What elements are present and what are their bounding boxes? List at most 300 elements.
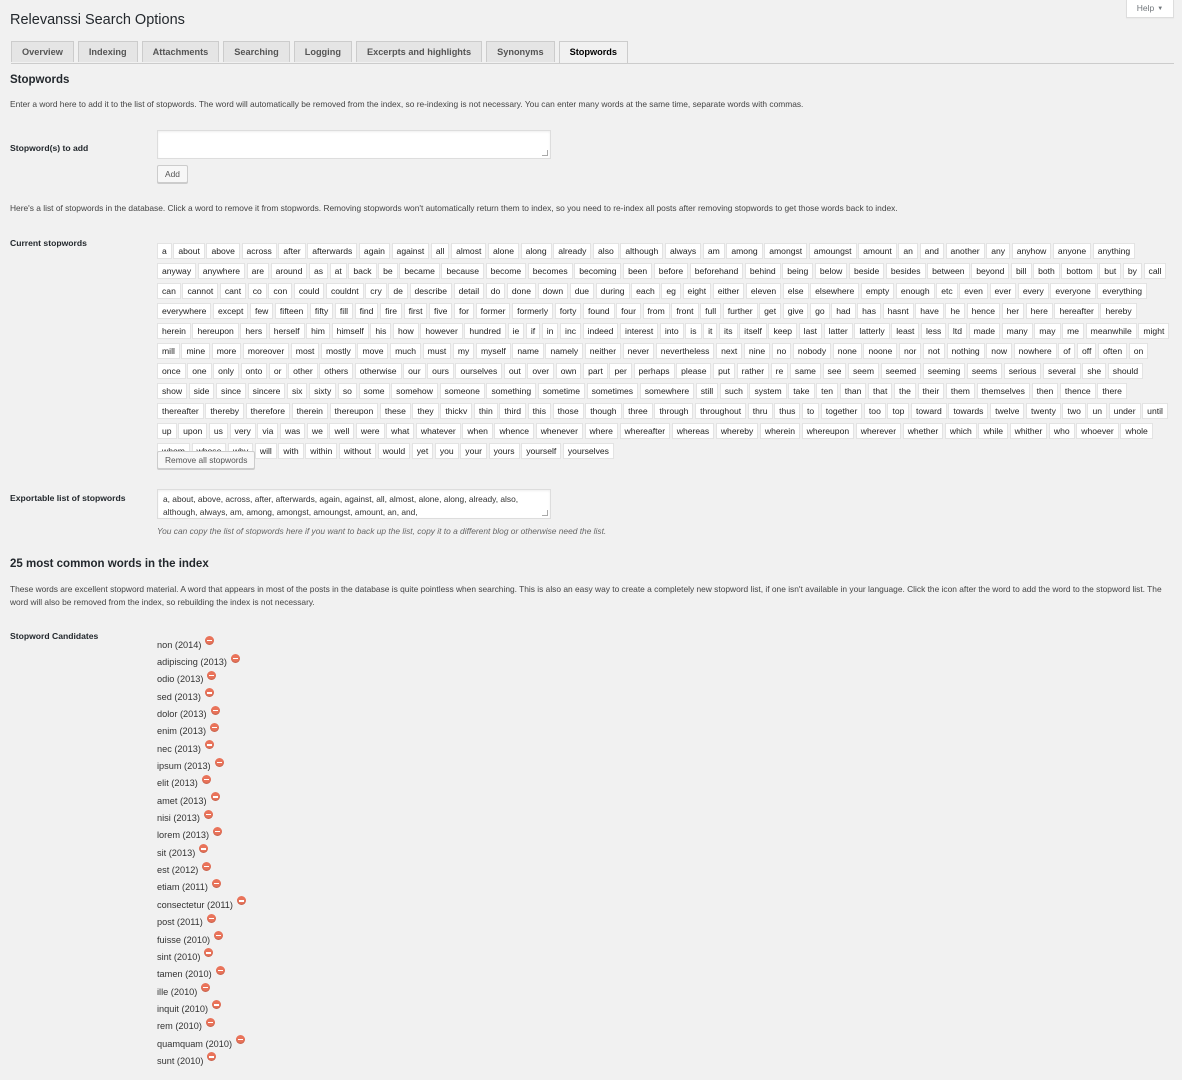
stopword-chip[interactable]: being <box>782 263 813 279</box>
stopword-chip[interactable]: mill <box>157 343 180 359</box>
stopword-chip[interactable]: not <box>923 343 945 359</box>
stopword-chip[interactable]: me <box>1062 323 1084 339</box>
stopword-chip[interactable]: move <box>357 343 388 359</box>
stopword-chip[interactable]: my <box>453 343 474 359</box>
stopword-chip[interactable]: side <box>189 383 215 399</box>
stopword-chip[interactable]: by <box>1123 263 1142 279</box>
stopword-chip[interactable]: also <box>593 243 619 259</box>
stopword-chip[interactable]: indeed <box>583 323 619 339</box>
stopword-chip[interactable]: out <box>504 363 526 379</box>
stopword-chip[interactable]: somehow <box>391 383 438 399</box>
stopword-chip[interactable]: a <box>157 243 172 259</box>
stopword-chip[interactable]: whole <box>1120 423 1152 439</box>
stopword-chip[interactable]: besides <box>886 263 926 279</box>
stopword-chip[interactable]: those <box>553 403 584 419</box>
add-to-stopwords-icon[interactable] <box>213 827 222 836</box>
stopword-chip[interactable]: con <box>268 283 292 299</box>
stopword-chip[interactable]: everywhere <box>157 303 211 319</box>
add-to-stopwords-icon[interactable] <box>205 688 214 697</box>
stopword-chip[interactable]: whereafter <box>620 423 671 439</box>
stopword-chip[interactable]: beforehand <box>690 263 744 279</box>
stopword-chip[interactable]: however <box>420 323 462 339</box>
stopword-chip[interactable]: up <box>157 423 177 439</box>
stopword-chip[interactable]: enough <box>896 283 935 299</box>
stopword-chip[interactable]: except <box>213 303 248 319</box>
stopword-chip[interactable]: third <box>499 403 526 419</box>
stopword-chip[interactable]: no <box>772 343 792 359</box>
stopword-chip[interactable]: one <box>187 363 211 379</box>
stopword-chip[interactable]: either <box>713 283 745 299</box>
stopword-chip[interactable]: their <box>918 383 945 399</box>
stopword-chip[interactable]: never <box>623 343 655 359</box>
stopword-chip[interactable]: against <box>392 243 430 259</box>
stopword-chip[interactable]: above <box>206 243 239 259</box>
stopword-chip[interactable]: perhaps <box>634 363 675 379</box>
tab-logging[interactable]: Logging <box>294 41 352 62</box>
stopword-chip[interactable]: otherwise <box>355 363 402 379</box>
stopword-chip[interactable]: until <box>1142 403 1168 419</box>
stopword-chip[interactable]: became <box>399 263 440 279</box>
stopword-chip[interactable]: itself <box>739 323 767 339</box>
stopword-chip[interactable]: sincere <box>248 383 286 399</box>
stopword-chip[interactable]: same <box>790 363 821 379</box>
stopword-chip[interactable]: many <box>1002 323 1033 339</box>
stopword-chip[interactable]: become <box>486 263 527 279</box>
stopword-chip[interactable]: per <box>609 363 631 379</box>
stopword-chip[interactable]: you <box>435 443 459 459</box>
stopword-chip[interactable]: into <box>660 323 684 339</box>
stopword-chip[interactable]: with <box>278 443 303 459</box>
stopword-chip[interactable]: there <box>1097 383 1127 399</box>
stopword-chip[interactable]: ours <box>427 363 454 379</box>
stopword-chip[interactable]: must <box>423 343 452 359</box>
stopword-chip[interactable]: now <box>986 343 1012 359</box>
stopword-chip[interactable]: what <box>386 423 414 439</box>
stopword-chip[interactable]: this <box>528 403 551 419</box>
stopword-chip[interactable]: our <box>403 363 425 379</box>
stopword-chip[interactable]: through <box>654 403 693 419</box>
stopword-chip[interactable]: myself <box>476 343 511 359</box>
stopword-chip[interactable]: thereby <box>205 403 244 419</box>
stopword-chip[interactable]: to <box>802 403 819 419</box>
stopword-chip[interactable]: can <box>157 283 181 299</box>
stopword-chip[interactable]: because <box>441 263 484 279</box>
stopword-chip[interactable]: beyond <box>971 263 1009 279</box>
stopword-chip[interactable]: ltd <box>948 323 967 339</box>
stopword-chip[interactable]: how <box>393 323 419 339</box>
stopword-chip[interactable]: sometime <box>538 383 585 399</box>
stopword-chip[interactable]: everyone <box>1050 283 1095 299</box>
stopword-chip[interactable]: behind <box>745 263 781 279</box>
stopword-chip[interactable]: again <box>359 243 390 259</box>
stopword-chip[interactable]: latterly <box>854 323 889 339</box>
stopword-chip[interactable]: nor <box>899 343 921 359</box>
stopword-chip[interactable]: as <box>309 263 328 279</box>
stopword-chip[interactable]: he <box>945 303 965 319</box>
stopword-chip[interactable]: nothing <box>947 343 985 359</box>
add-to-stopwords-icon[interactable] <box>215 758 224 767</box>
stopword-chip[interactable]: few <box>250 303 273 319</box>
stopword-chip[interactable]: etc <box>936 283 957 299</box>
stopword-chip[interactable]: below <box>815 263 847 279</box>
stopword-chip[interactable]: themselves <box>977 383 1030 399</box>
stopword-chip[interactable]: hereby <box>1100 303 1136 319</box>
stopword-chip[interactable]: less <box>921 323 946 339</box>
stopword-chip[interactable]: take <box>788 383 814 399</box>
stopword-chip[interactable]: keep <box>768 323 797 339</box>
stopword-chip[interactable]: hence <box>967 303 1000 319</box>
stopword-chip[interactable]: anywhere <box>198 263 245 279</box>
stopword-chip[interactable]: thence <box>1060 383 1096 399</box>
stopword-chip[interactable]: call <box>1144 263 1167 279</box>
stopword-chip[interactable]: part <box>583 363 608 379</box>
stopword-chip[interactable]: without <box>339 443 376 459</box>
stopword-chip[interactable]: five <box>429 303 452 319</box>
stopword-chip[interactable]: therefore <box>246 403 290 419</box>
stopword-chip[interactable]: fifteen <box>275 303 308 319</box>
stopword-chip[interactable]: around <box>271 263 308 279</box>
stopword-chip[interactable]: go <box>810 303 830 319</box>
stopword-chip[interactable]: first <box>404 303 428 319</box>
stopword-chip[interactable]: another <box>946 243 985 259</box>
stopword-chip[interactable]: show <box>157 383 187 399</box>
stopword-chip[interactable]: whatever <box>416 423 461 439</box>
stopword-chip[interactable]: seeming <box>923 363 965 379</box>
add-button[interactable]: Add <box>157 165 188 183</box>
stopword-chip[interactable]: thickv <box>440 403 472 419</box>
stopword-chip[interactable]: moreover <box>243 343 289 359</box>
stopword-chip[interactable]: mostly <box>321 343 356 359</box>
stopword-chip[interactable]: nine <box>744 343 770 359</box>
stopword-chip[interactable]: than <box>840 383 867 399</box>
stopword-chip[interactable]: when <box>462 423 493 439</box>
stopword-chip[interactable]: next <box>716 343 742 359</box>
stopword-chip[interactable]: formerly <box>512 303 553 319</box>
stopword-chip[interactable]: between <box>927 263 970 279</box>
stopword-chip[interactable]: him <box>306 323 330 339</box>
stopword-chip[interactable]: sixty <box>309 383 336 399</box>
stopword-chip[interactable]: every <box>1018 283 1049 299</box>
stopword-chip[interactable]: four <box>616 303 641 319</box>
stopword-chip[interactable]: most <box>291 343 320 359</box>
stopword-chip[interactable]: done <box>507 283 536 299</box>
stopword-chip[interactable]: his <box>370 323 391 339</box>
stopword-chip[interactable]: seemed <box>881 363 922 379</box>
stopword-chip[interactable]: hereafter <box>1054 303 1098 319</box>
stopword-chip[interactable]: down <box>538 283 569 299</box>
tab-attachments[interactable]: Attachments <box>142 41 220 62</box>
stopword-chip[interactable]: have <box>915 303 944 319</box>
stopword-chip[interactable]: in <box>542 323 559 339</box>
add-to-stopwords-icon[interactable] <box>207 671 216 680</box>
stopword-chip[interactable]: very <box>230 423 256 439</box>
stopword-chip[interactable]: get <box>759 303 781 319</box>
stopword-chip[interactable]: mine <box>181 343 210 359</box>
stopword-chip[interactable]: nevertheless <box>656 343 715 359</box>
stopword-chip[interactable]: them <box>946 383 975 399</box>
stopword-chip[interactable]: will <box>255 443 277 459</box>
stopword-chip[interactable]: fifty <box>310 303 333 319</box>
stopword-chip[interactable]: none <box>833 343 862 359</box>
stopword-chip[interactable]: thereafter <box>157 403 204 419</box>
stopword-chip[interactable]: were <box>356 423 385 439</box>
stopword-chip[interactable]: else <box>783 283 809 299</box>
stopword-chip[interactable]: since <box>216 383 246 399</box>
stopword-chip[interactable]: or <box>269 363 287 379</box>
stopword-chip[interactable]: three <box>623 403 653 419</box>
stopword-chip[interactable]: us <box>209 423 228 439</box>
stopword-chip[interactable]: onto <box>241 363 268 379</box>
stopword-chip[interactable]: himself <box>332 323 369 339</box>
stopword-chip[interactable]: throughout <box>695 403 746 419</box>
stopword-chip[interactable]: via <box>257 423 278 439</box>
stopword-chip[interactable]: own <box>556 363 582 379</box>
stopword-chip[interactable]: of <box>1058 343 1075 359</box>
stopword-chip[interactable]: often <box>1098 343 1127 359</box>
stopword-chip[interactable]: something <box>486 383 536 399</box>
stopword-chip[interactable]: both <box>1033 263 1060 279</box>
stopword-chip[interactable]: was <box>280 423 305 439</box>
stopword-chip[interactable]: name <box>512 343 544 359</box>
stopword-chip[interactable]: found <box>583 303 615 319</box>
stopword-chip[interactable]: yours <box>489 443 520 459</box>
stopword-chip[interactable]: give <box>783 303 809 319</box>
stopword-chip[interactable]: such <box>720 383 748 399</box>
stopword-chip[interactable]: been <box>623 263 652 279</box>
stopword-chip[interactable]: ourselves <box>455 363 502 379</box>
stopword-chip[interactable]: eleven <box>746 283 781 299</box>
stopword-chip[interactable]: your <box>460 443 487 459</box>
stopword-chip[interactable]: whither <box>1010 423 1048 439</box>
stopword-chip[interactable]: see <box>823 363 847 379</box>
add-to-stopwords-icon[interactable] <box>206 1018 215 1027</box>
stopword-chip[interactable]: be <box>378 263 398 279</box>
tab-overview[interactable]: Overview <box>11 41 74 62</box>
stopword-chip[interactable]: ever <box>990 283 1017 299</box>
remove-all-stopwords-button[interactable]: Remove all stopwords <box>157 451 255 469</box>
stopword-chip[interactable]: least <box>891 323 919 339</box>
stopword-chip[interactable]: meanwhile <box>1086 323 1137 339</box>
stopword-chip[interactable]: her <box>1002 303 1024 319</box>
stopword-chip[interactable]: re <box>771 363 789 379</box>
stopword-chip[interactable]: top <box>887 403 909 419</box>
stopword-chip[interactable]: eight <box>683 283 712 299</box>
stopword-chip[interactable]: off <box>1077 343 1096 359</box>
stopword-chip[interactable]: too <box>864 403 886 419</box>
stopword-chip[interactable]: although <box>620 243 663 259</box>
stopword-chip[interactable]: empty <box>861 283 894 299</box>
add-to-stopwords-icon[interactable] <box>199 844 208 853</box>
add-to-stopwords-icon[interactable] <box>237 896 246 905</box>
stopword-chip[interactable]: so <box>338 383 357 399</box>
stopword-chip[interactable]: somewhere <box>640 383 694 399</box>
stopword-chip[interactable]: front <box>671 303 698 319</box>
stopword-chip[interactable]: here <box>1026 303 1053 319</box>
stopword-chip[interactable]: nowhere <box>1014 343 1057 359</box>
stopword-chip[interactable]: even <box>959 283 988 299</box>
stopword-chip[interactable]: twenty <box>1026 403 1061 419</box>
stopword-chip[interactable]: un <box>1087 403 1107 419</box>
stopword-chip[interactable]: though <box>585 403 621 419</box>
stopword-chip[interactable]: yourself <box>521 443 561 459</box>
stopword-chip[interactable]: six <box>287 383 308 399</box>
stopword-chip[interactable]: could <box>294 283 325 299</box>
stopword-chip[interactable]: where <box>585 423 618 439</box>
add-to-stopwords-icon[interactable] <box>202 862 211 871</box>
tab-synonyms[interactable]: Synonyms <box>486 41 554 62</box>
stopword-chip[interactable]: whereupon <box>802 423 855 439</box>
stopword-chip[interactable]: among <box>726 243 762 259</box>
stopword-chip[interactable]: which <box>945 423 977 439</box>
stopword-chip[interactable]: an <box>898 243 918 259</box>
stopword-chip[interactable]: latter <box>824 323 853 339</box>
stopword-chip[interactable]: whereas <box>672 423 714 439</box>
stopword-chip[interactable]: amongst <box>764 243 807 259</box>
stopword-chip[interactable]: its <box>719 323 738 339</box>
stopword-chip[interactable]: forty <box>555 303 582 319</box>
stopword-chip[interactable]: within <box>305 443 337 459</box>
add-to-stopwords-icon[interactable] <box>207 914 216 923</box>
stopword-chip[interactable]: elsewhere <box>810 283 859 299</box>
stopword-chip[interactable]: whereby <box>716 423 758 439</box>
stopword-chip[interactable]: put <box>713 363 735 379</box>
stopword-chip[interactable]: at <box>330 263 347 279</box>
add-to-stopwords-icon[interactable] <box>212 879 221 888</box>
stopword-chip[interactable]: she <box>1082 363 1106 379</box>
stopword-chip[interactable]: from <box>643 303 670 319</box>
add-to-stopwords-icon[interactable] <box>205 636 214 645</box>
stopword-chip[interactable]: the <box>894 383 916 399</box>
stopword-chip[interactable]: due <box>570 283 594 299</box>
stopword-chip[interactable]: during <box>596 283 630 299</box>
stopword-chip[interactable]: hereupon <box>192 323 238 339</box>
add-to-stopwords-icon[interactable] <box>214 931 223 940</box>
stopword-chip[interactable]: serious <box>1004 363 1042 379</box>
stopword-chip[interactable]: rather <box>737 363 769 379</box>
stopword-chip[interactable]: co <box>248 283 267 299</box>
stopword-chip[interactable]: while <box>978 423 1008 439</box>
stopword-chip[interactable]: already <box>553 243 591 259</box>
stopword-chip[interactable]: afterwards <box>307 243 357 259</box>
stopword-chip[interactable]: on <box>1129 343 1149 359</box>
add-to-stopwords-icon[interactable] <box>211 706 220 715</box>
stopword-chip[interactable]: neither <box>585 343 621 359</box>
stopword-chip[interactable]: two <box>1062 403 1085 419</box>
stopword-chip[interactable]: whether <box>903 423 944 439</box>
stopword-chip[interactable]: may <box>1034 323 1060 339</box>
add-to-stopwords-icon[interactable] <box>216 966 225 975</box>
stopword-chip[interactable]: might <box>1138 323 1169 339</box>
stopword-chip[interactable]: becoming <box>574 263 621 279</box>
stopword-chip[interactable]: anyhow <box>1012 243 1052 259</box>
add-to-stopwords-icon[interactable] <box>201 983 210 992</box>
add-to-stopwords-icon[interactable] <box>212 1000 221 1009</box>
stopword-chip[interactable]: do <box>486 283 506 299</box>
stopword-chip[interactable]: toward <box>911 403 947 419</box>
stopword-chip[interactable]: thus <box>774 403 800 419</box>
stopword-chip[interactable]: almost <box>451 243 486 259</box>
stopword-chip[interactable]: for <box>454 303 474 319</box>
add-to-stopwords-icon[interactable] <box>210 723 219 732</box>
stopword-chip[interactable]: that <box>868 383 892 399</box>
stopword-chip[interactable]: former <box>476 303 511 319</box>
stopword-chip[interactable]: more <box>212 343 242 359</box>
stopword-chip[interactable]: any <box>986 243 1010 259</box>
stopword-chip[interactable]: had <box>831 303 855 319</box>
stopword-chip[interactable]: eg <box>661 283 681 299</box>
stopword-chip[interactable]: several <box>1043 363 1081 379</box>
stopword-chip[interactable]: wherein <box>760 423 800 439</box>
stopword-chip[interactable]: has <box>857 303 881 319</box>
stopword-chip[interactable]: system <box>749 383 786 399</box>
stopword-chip[interactable]: under <box>1109 403 1141 419</box>
stopword-chip[interactable]: towards <box>948 403 988 419</box>
add-to-stopwords-icon[interactable] <box>202 775 211 784</box>
stopword-chip[interactable]: full <box>700 303 721 319</box>
stopword-chip[interactable]: these <box>380 403 411 419</box>
stopword-chip[interactable]: someone <box>440 383 485 399</box>
stopword-chip[interactable]: ten <box>816 383 838 399</box>
stopword-chip[interactable]: others <box>319 363 353 379</box>
stopword-chip[interactable]: only <box>213 363 239 379</box>
add-to-stopwords-icon[interactable] <box>207 1052 216 1061</box>
stopword-chip[interactable]: then <box>1032 383 1059 399</box>
stopword-chip[interactable]: further <box>723 303 758 319</box>
stopword-chip[interactable]: whoever <box>1076 423 1118 439</box>
stopword-chip[interactable]: it <box>703 323 717 339</box>
stopword-chip[interactable]: amoungst <box>809 243 857 259</box>
stopword-chip[interactable]: about <box>173 243 205 259</box>
stopword-chip[interactable]: seem <box>848 363 879 379</box>
stopword-chip[interactable]: should <box>1108 363 1143 379</box>
stopword-chip[interactable]: inc <box>560 323 581 339</box>
stopword-chip[interactable]: wherever <box>856 423 901 439</box>
stopword-chip[interactable]: anyone <box>1053 243 1091 259</box>
stopword-chip[interactable]: am <box>703 243 725 259</box>
stopword-chip[interactable]: always <box>665 243 701 259</box>
stopword-chip[interactable]: find <box>355 303 379 319</box>
stopword-chip[interactable]: becomes <box>528 263 573 279</box>
stopword-chip[interactable]: after <box>278 243 305 259</box>
add-to-stopwords-icon[interactable] <box>204 810 213 819</box>
export-textarea[interactable]: a, about, above, across, after, afterwards, again, against, all, almost, alone, along, already, also, although, always, am, among, amongst, amoungst, amount, an, and, <box>157 489 551 519</box>
add-to-stopwords-icon[interactable] <box>231 654 240 663</box>
stopword-chip[interactable]: some <box>359 383 390 399</box>
stopword-chip[interactable]: thin <box>474 403 498 419</box>
stopword-chip[interactable]: anyway <box>157 263 196 279</box>
stopword-chip[interactable]: describe <box>410 283 452 299</box>
stopword-chip[interactable]: bill <box>1011 263 1032 279</box>
stopword-chip[interactable]: once <box>157 363 186 379</box>
stopword-chip[interactable]: if <box>526 323 540 339</box>
stopword-chip[interactable]: whenever <box>536 423 583 439</box>
stopword-chip[interactable]: much <box>390 343 421 359</box>
stopword-chip[interactable]: fire <box>380 303 402 319</box>
stopword-chip[interactable]: amount <box>858 243 897 259</box>
stopword-chip[interactable]: other <box>288 363 318 379</box>
stopword-chip[interactable]: herself <box>269 323 305 339</box>
tab-stopwords[interactable]: Stopwords <box>559 41 628 63</box>
stopword-chip[interactable]: back <box>348 263 376 279</box>
stopword-chip[interactable]: thereupon <box>330 403 379 419</box>
stopword-chip[interactable]: detail <box>454 283 485 299</box>
add-to-stopwords-icon[interactable] <box>236 1035 245 1044</box>
stopword-chip[interactable]: and <box>920 243 944 259</box>
stopword-chip[interactable]: de <box>388 283 408 299</box>
stopword-chip[interactable]: herein <box>157 323 191 339</box>
stopword-chip[interactable]: couldnt <box>326 283 364 299</box>
stopword-chip[interactable]: well <box>329 423 354 439</box>
